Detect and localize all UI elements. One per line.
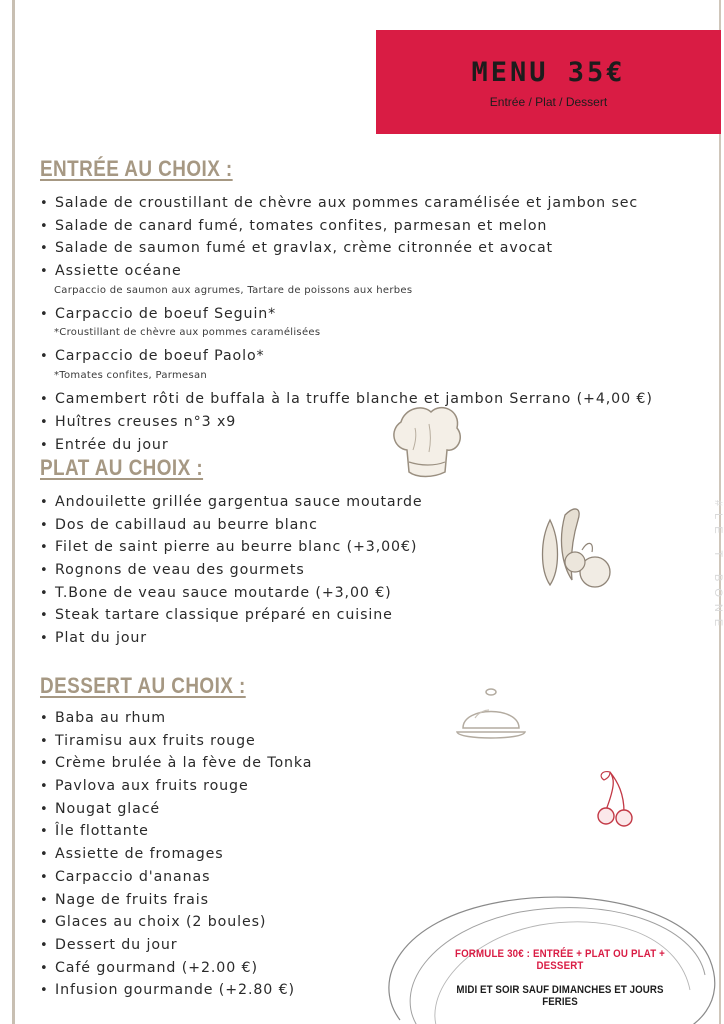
side-watermark: #LE T BONE (712, 500, 724, 634)
menu-item-label: Café gourmand (+2.00 €) (55, 959, 258, 976)
menu-item (40, 820, 312, 843)
bullet-icon: • (40, 801, 49, 817)
menu-item-label: Assiette océane (55, 263, 182, 280)
bullet-icon: • (40, 349, 49, 365)
menu-item (40, 514, 423, 537)
bullet-icon: • (40, 631, 49, 647)
bullet-icon: • (40, 915, 49, 931)
bullet-icon: • (40, 960, 49, 976)
menu-item (40, 627, 423, 650)
menu-item-label: Carpaccio de boeuf Paolo* (55, 348, 265, 365)
menu-item-label: Entrée du jour (55, 436, 169, 453)
bullet-icon: • (40, 892, 49, 908)
bullet-icon: • (40, 983, 49, 999)
menu-item (40, 889, 312, 912)
bullet-icon: • (40, 869, 49, 885)
menu-item-label: Glaces au choix (2 boules) (55, 914, 267, 931)
entree-list (40, 192, 653, 456)
bullet-icon: • (40, 608, 49, 624)
plat-list (40, 491, 423, 650)
bullet-icon: • (40, 437, 49, 453)
menu-item (40, 843, 312, 866)
plat-heading: PLAT AU CHOIX : (40, 455, 204, 480)
menu-item-label: Carpaccio d'ananas (55, 868, 211, 885)
menu-item (40, 215, 653, 238)
menu-item-label: Salade de croustillant de chèvre aux pommes caramélisée et jambon sec (55, 195, 639, 211)
menu-item-note: *Tomates confites, Parmesan (54, 370, 208, 382)
menu-item-label: T.Bone de veau sauce moutarde (+3,00 €) (55, 584, 392, 601)
menu-item-label: Carpaccio de boeuf Seguin* (55, 305, 277, 322)
menu-item (40, 260, 653, 283)
bullet-icon: • (40, 495, 49, 510)
bullet-icon: • (40, 711, 49, 726)
menu-item (40, 388, 653, 411)
formula-line-1: FORMULE 30€ : ENTRÉE + PLAT OU PLAT + DESSERT (454, 948, 666, 972)
cherries-icon (592, 768, 638, 828)
menu-item-label: Salade de saumon fumé et gravlax, crème citronnée et avocat (55, 240, 554, 257)
menu-item-label: Salade de canard fumé, tomates confites, parmesan et melon (55, 217, 548, 234)
menu-item-label: Tiramisu aux fruits rouge (55, 732, 256, 749)
menu-item (40, 536, 423, 559)
menu-item (40, 303, 653, 326)
dessert-list (40, 707, 312, 1002)
bullet-icon: • (40, 779, 49, 795)
bullet-icon: • (40, 392, 49, 408)
entree-heading: ENTRÉE AU CHOIX : (40, 156, 233, 181)
bullet-icon: • (40, 241, 49, 257)
bullet-icon: • (40, 847, 49, 863)
bullet-icon: • (40, 196, 49, 211)
menu-item (40, 345, 653, 368)
menu-item (40, 411, 653, 434)
vegetables-icon (520, 500, 620, 595)
menu-item-label: Camembert rôti de buffala à la truffe blanche et jambon Serrano (+4,00 €) (55, 391, 653, 408)
menu-item-label: Andouilette grillée gargentua sauce moutarde (55, 494, 423, 510)
menu-item (40, 559, 423, 582)
menu-item (40, 730, 312, 753)
menu-item-label: Steak tartare classique préparé en cuisine (55, 607, 393, 624)
menu-item-label: Filet de saint pierre au beurre blanc (+3,00€) (55, 539, 418, 556)
menu-banner (376, 30, 721, 134)
formula-box (420, 948, 700, 1008)
menu-item-note: Carpaccio de saumon aux agrumes, Tartare de poissons aux herbes (54, 284, 413, 296)
menu-item (40, 934, 312, 957)
bullet-icon: • (40, 540, 49, 556)
menu-item (40, 582, 423, 605)
bullet-icon: • (40, 937, 49, 953)
menu-item-label: Nougat glacé (55, 800, 161, 817)
bullet-icon: • (40, 585, 49, 601)
menu-item (40, 604, 423, 627)
bullet-icon: • (40, 264, 49, 280)
menu-item-label: Assiette de fromages (55, 846, 224, 863)
menu-item-label: Nage de fruits frais (55, 891, 209, 908)
menu-item (40, 911, 312, 934)
menu-item-label: Île flottante (55, 823, 149, 840)
bullet-icon: • (40, 414, 49, 430)
menu-item (40, 192, 653, 215)
left-border (12, 0, 15, 1024)
menu-item-label: Plat du jour (55, 630, 148, 647)
bullet-icon: • (40, 218, 49, 234)
dessert-heading: DESSERT AU CHOIX : (40, 673, 246, 698)
menu-item-label: Dessert du jour (55, 936, 178, 953)
menu-item-label: Dos de cabillaud au beurre blanc (55, 516, 318, 533)
bullet-icon: • (40, 563, 49, 579)
menu-item (40, 237, 653, 260)
formula-line-2: MIDI ET SOIR SAUF DIMANCHES ET JOURS FERIES (456, 984, 664, 1008)
menu-subtitle: Entrée / Plat / Dessert (489, 95, 608, 109)
menu-title: MENU 35€ (471, 57, 626, 88)
bullet-icon: • (40, 824, 49, 840)
menu-item (40, 866, 312, 889)
bullet-icon: • (40, 733, 49, 749)
menu-item (40, 957, 312, 980)
menu-item (40, 752, 312, 775)
menu-item-label: Crème brulée à la fève de Tonka (55, 755, 313, 772)
menu-item-label: Baba au rhum (55, 710, 167, 726)
bullet-icon: • (40, 306, 49, 322)
bullet-icon: • (40, 756, 49, 772)
menu-item-label: Infusion gourmande (+2.80 €) (55, 982, 295, 999)
menu-item-label: Pavlova aux fruits rouge (55, 778, 249, 795)
cloche-icon (455, 688, 527, 746)
menu-item (40, 775, 312, 798)
menu-item (40, 434, 653, 457)
menu-item (40, 491, 423, 514)
menu-item-label: Rognons de veau des gourmets (55, 562, 305, 579)
menu-item (40, 798, 312, 821)
menu-item-label: Huîtres creuses n°3 x9 (55, 413, 237, 430)
menu-item-note: *Croustillant de chèvre aux pommes caramélisées (54, 327, 321, 339)
menu-item (40, 979, 312, 1002)
bullet-icon: • (40, 517, 49, 533)
menu-item (40, 707, 312, 730)
